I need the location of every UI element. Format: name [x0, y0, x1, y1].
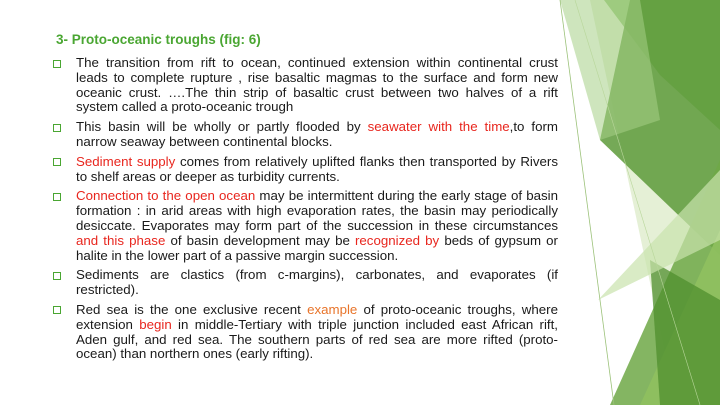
bullet-text: The transition from rift to ocean, continued extension within continental crust leads to complete rupture , rise basaltic magmas to the surface and form new oceanic crust. ….The thin strip of basaltic crust between two halves of a rift system called a proto-oceanic trough — [76, 55, 558, 115]
bullet-text: of basin development may be — [165, 232, 355, 248]
bullet-item — [50, 268, 558, 298]
bullet-text: comes from relatively uplifted flanks then transported by Rivers to shelf areas or deeper as turbidity currents. — [76, 153, 558, 184]
square-bullet-icon — [53, 272, 61, 280]
bullet-text: Sediments are clastics (from c-margins), carbonates, and evaporates (if restricted). — [76, 267, 558, 298]
bullet-item — [50, 120, 558, 150]
highlight-text: example — [307, 301, 358, 317]
square-bullet-icon — [53, 306, 61, 314]
bullet-item — [50, 303, 558, 362]
bullet-text: in middle-Tertiary with triple junction included east African rift, Aden gulf, and red sea. The southern parts of red sea are more rifted (proto-ocean) than northern ones (early rifting). — [76, 316, 558, 362]
slide-content — [50, 32, 558, 367]
square-bullet-icon — [53, 158, 61, 166]
slide-title: 3- Proto-oceanic troughs (fig: 6) — [56, 32, 261, 47]
bullet-item — [50, 189, 558, 263]
square-bullet-icon — [53, 60, 61, 68]
bullet-text: may be intermittent during the early stage of basin formation : in arid areas with high evaporation rates, the basin may periodically desiccate. Evaporates may form part of the succession in these circumstances — [76, 188, 558, 233]
bullet-text: This basin will be wholly or partly flooded by — [76, 119, 368, 135]
highlight-text: begin — [139, 316, 172, 332]
highlight-text: seawater with the time — [367, 119, 510, 135]
highlight-text: and this phase — [76, 232, 166, 248]
highlight-text: Connection to the open ocean — [76, 188, 256, 204]
square-bullet-icon — [53, 124, 61, 132]
square-bullet-icon — [53, 193, 61, 201]
highlight-text: Sediment supply — [76, 153, 176, 169]
bullet-text: ,to form narrow seaway between continental blocks. — [76, 119, 558, 149]
bullet-text: of proto-oceanic troughs, where extension — [76, 301, 558, 332]
bullet-item — [50, 56, 558, 115]
bullet-text: beds of gypsum or halite in the lower part of a passive margin succession. — [76, 232, 558, 263]
highlight-text: recognized by — [354, 232, 440, 248]
bullet-item — [50, 155, 558, 185]
bullet-list — [50, 56, 558, 362]
bullet-text: Red sea is the one exclusive recent — [76, 301, 308, 317]
